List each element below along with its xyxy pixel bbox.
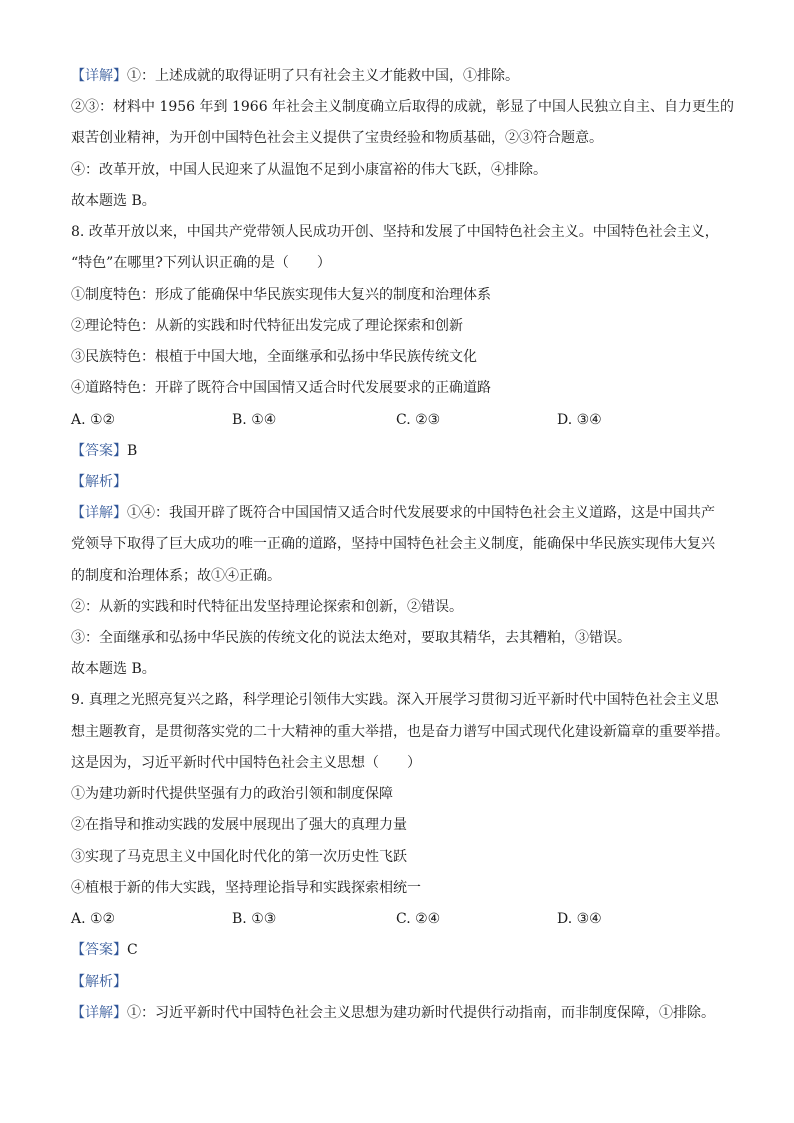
explanation-line: 【详解】①：习近平新时代中国特色社会主义思想为建功新时代提供行动指南，而非制度保障，①排除。 [71, 1005, 715, 1021]
explanation-line: ②③：材料中 1956 年到 1966 年社会主义制度确立后取得的成就，彰显了中国人民独立自主、自力更生的 [71, 99, 735, 115]
explanation-line: ③：全面继承和弘扬中华民族的传统文化的说法太绝对，要取其精华，去其糟粕，③错误。 [71, 630, 631, 646]
answer-line: 【答案】B [71, 443, 138, 459]
question-9-stem: 9. 真理之光照亮复兴之路，科学理论引领伟大实践。深入开展学习贯彻习近平新时代中国特色社会主义思 [71, 692, 719, 708]
question-8-statement: ④道路特色：开辟了既符合中国国情又适合时代发展要求的正确道路 [71, 380, 491, 396]
answer-tag: 【答案】 [71, 443, 127, 459]
conclusion-line: 故本题选 B。 [71, 193, 156, 209]
question-9-option-b: B. ①③ [232, 911, 277, 927]
answer-line: 【答案】C [71, 942, 138, 958]
question-8-statement: ③民族特色：根植于中国大地，全面继承和弘扬中华民族传统文化 [71, 349, 477, 365]
detail-tag: 【详解】 [71, 1005, 127, 1021]
explanation-line: ②：从新的实践和时代特征出发坚持理论探索和创新，②错误。 [71, 599, 463, 615]
conclusion-line: 故本题选 B。 [71, 661, 156, 677]
question-9-statement: ①为建功新时代提供坚强有力的政治引领和制度保障 [71, 786, 393, 802]
detail-tag: 【详解】 [71, 68, 127, 84]
question-9-option-c: C. ②④ [396, 911, 441, 927]
question-9-stem: 想主题教育，是贯彻落实党的二十大精神的重大举措，也是奋力谱写中国式现代化建设新篇章的重要举措。 [71, 724, 729, 740]
question-9-statement: ②在指导和推动实践的发展中展现出了强大的真理力量 [71, 817, 407, 833]
question-8-stem: 8. 改革开放以来，中国共产党带领人民成功开创、坚持和发展了中国特色社会主义。中国特色社会主义， [71, 224, 719, 240]
analysis-heading [71, 973, 127, 991]
question-9-statement: ④植根于新的伟大实践，坚持理论指导和实践探索相统一 [71, 880, 421, 896]
question-9-stem: 这是因为，习近平新时代中国特色社会主义思想（ ） [71, 755, 421, 771]
question-8-option-d: D. ③④ [557, 412, 602, 428]
question-8-statement: ①制度特色：形成了能确保中华民族实现伟大复兴的制度和治理体系 [71, 287, 491, 303]
explanation-line: ④：改革开放，中国人民迎来了从温饱不足到小康富裕的伟大飞跃，④排除。 [71, 162, 547, 178]
explanation-line: 的制度和治理体系；故①④正确。 [71, 568, 281, 584]
explanation-line: 艰苦创业精神，为开创中国特色社会主义提供了宝贵经验和物质基础，②③符合题意。 [71, 130, 603, 146]
answer-tag: 【答案】 [71, 942, 127, 958]
question-9-option-a: A. ①② [71, 911, 116, 927]
analysis-tag: 【解析】 [71, 474, 127, 490]
explanation-line: 【详解】①：上述成就的取得证明了只有社会主义才能救中国，①排除。 [71, 68, 519, 84]
analysis-tag: 【解析】 [71, 974, 127, 990]
question-9-statement: ③实现了马克思主义中国化时代化的第一次历史性飞跃 [71, 849, 407, 865]
question-8-stem: “特色”在哪里?下列认识正确的是（ ） [71, 255, 331, 271]
detail-tag: 【详解】 [71, 505, 127, 521]
question-8-statement: ②理论特色：从新的实践和时代特征出发完成了理论探索和创新 [71, 318, 463, 334]
question-8-option-a: A. ①② [71, 412, 116, 428]
question-8-option-b: B. ①④ [232, 412, 277, 428]
analysis-heading [71, 473, 127, 491]
question-9-option-d: D. ③④ [557, 911, 602, 927]
question-8-option-c: C. ②③ [396, 412, 441, 428]
explanation-line: 【详解】①④：我国开辟了既符合中国国情又适合时代发展要求的中国特色社会主义道路，这是中国共产 [71, 505, 715, 521]
explanation-line: 党领导下取得了巨大成功的唯一正确的道路，坚持中国特色社会主义制度，能确保中华民族实现伟大复兴 [71, 536, 715, 552]
